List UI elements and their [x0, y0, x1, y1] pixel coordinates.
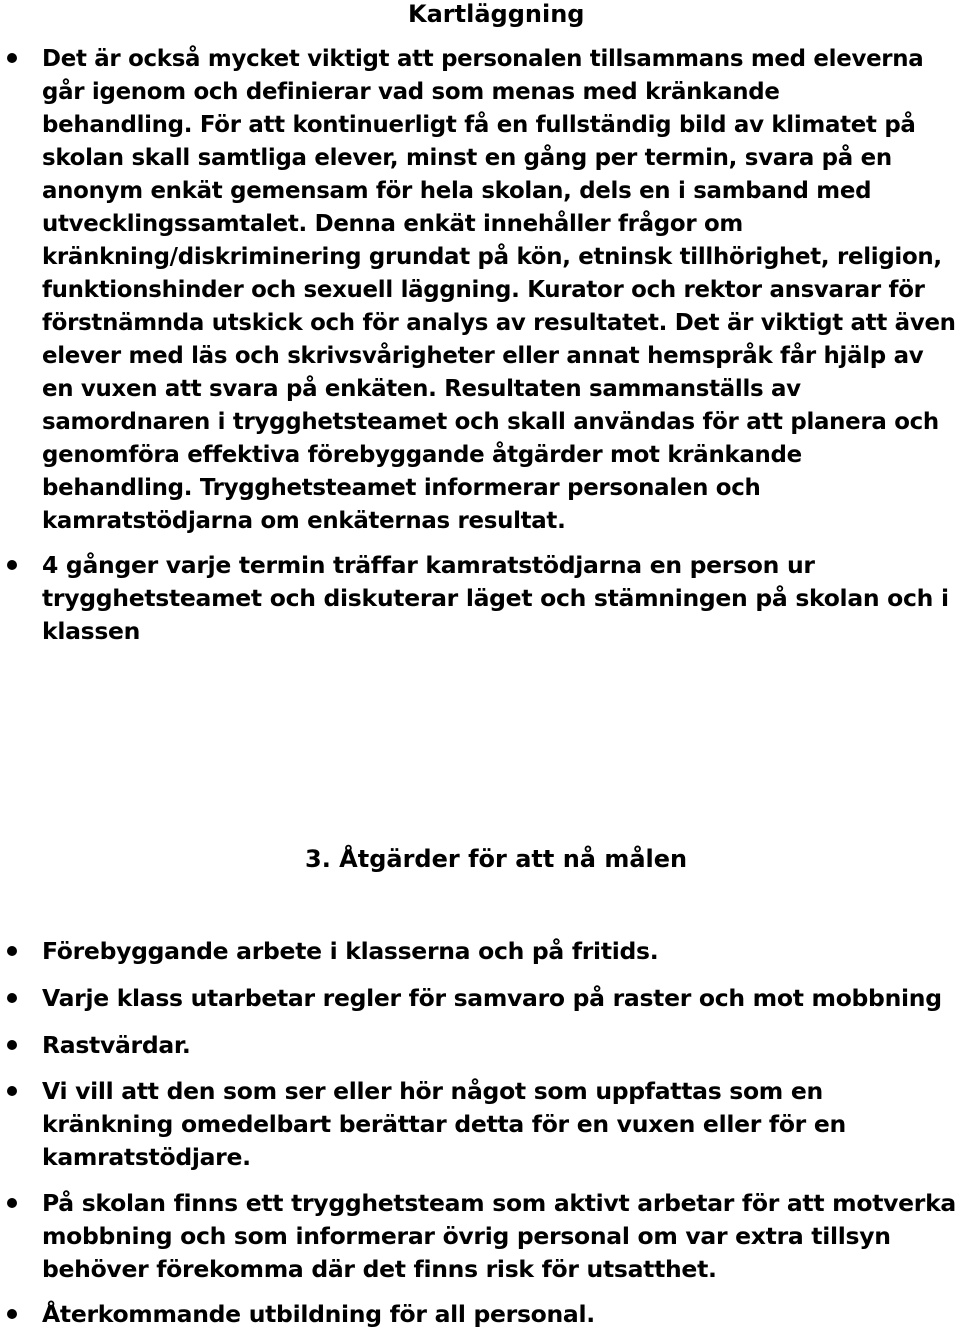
- paragraph-kartlaggning-survey: Det är också mycket viktigt att personalen tillsammans med eleverna går igenom och definierar vad som menas med kränkande behandling. För att kontinuerligt få en fullständig bild av klimatet på skolan skall samtliga elever, minst en gång per termin, svara på en anonym enkät gemensam för hela skolan, dels en i samband med utvecklingssamtalet. Denna enkät innehåller frågor om kränkning/diskriminering grundat på kön, etninsk tillhörighet, religion, funktionshinder och sexuell läggning. Kurator och rektor ansvarar för förstnämnda utskick och för analys av resultatet. Det är viktigt att även elever med läs och skrivsvårigheter eller annat hemspråk får hjälp av en vuxen att svara på enkäten. Resultaten sammanställs av samordnaren i trygghetsteamet och skall användas för att planera och genomföra effektiva förebyggande åtgärder mot kränkande behandling. Trygghetsteamet informerar personalen och kamratstödjarna om enkäternas resultat.: [42, 44, 956, 534]
- list-item-forebyggande: Förebyggande arbete i klasserna och på fritids.: [42, 937, 659, 965]
- list-item-trygghetsteam: På skolan finns ett trygghetsteam som aktivt arbetar för att motverka mobbning och som informerar övrig personal om var extra tillsyn behöver förekomma där det finns risk för utsatthet.: [42, 1189, 956, 1283]
- list-item-berattar: Vi vill att den som ser eller hör något som uppfattas som en kränkning omedelbart berättar detta för en vuxen eller för en kamratstödjare.: [42, 1077, 846, 1171]
- bullet-icon: [7, 1198, 17, 1208]
- bullet-icon: [7, 1040, 17, 1050]
- section-title-atgarder: 3. Åtgärder för att nå målen: [305, 845, 688, 873]
- section-title-kartlaggning: Kartläggning: [408, 0, 585, 28]
- bullet-icon: [7, 1086, 17, 1096]
- bullet-icon: [7, 560, 17, 570]
- bullet-icon: [7, 53, 17, 63]
- list-item-rastvardar: Rastvärdar.: [42, 1031, 191, 1059]
- list-item-regler: Varje klass utarbetar regler för samvaro på raster och mot mobbning: [42, 984, 942, 1012]
- bullet-icon: [7, 946, 17, 956]
- paragraph-kamratstodjare-meetings: 4 gånger varje termin träffar kamratstödjarna en person ur trygghetsteamet och diskuterar läget och stämningen på skolan och i klassen: [42, 551, 949, 645]
- bullet-icon: [7, 1309, 17, 1319]
- list-item-utbildning: Återkommande utbildning för all personal.: [42, 1300, 595, 1328]
- bullet-icon: [7, 993, 17, 1003]
